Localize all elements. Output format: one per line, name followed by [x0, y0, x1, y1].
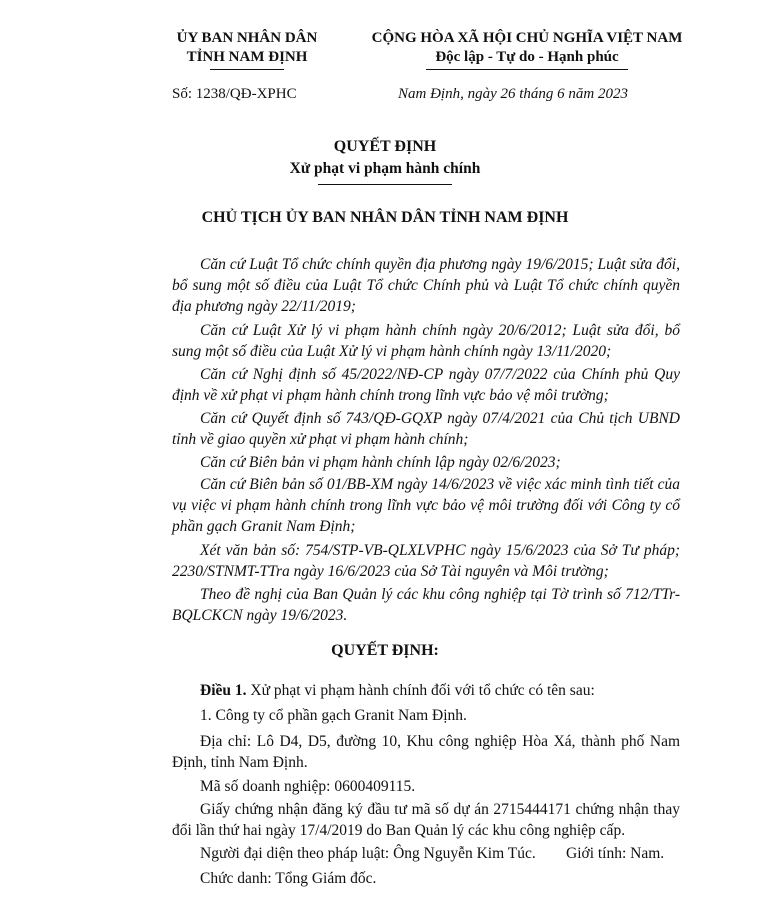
- article-1-text: Xử phạt vi phạm hành chính đối với tổ chức có tên sau:: [246, 682, 595, 699]
- preamble-law-admin-violation: Căn cứ Luật Xử lý vi phạm hành chính ngày 20/6/2012; Luật sửa đổi, bổ sung một số điều của Luật Xử lý vi phạm hành chính ngày 13/11/2020;: [172, 322, 680, 360]
- decision-heading: QUYẾT ĐỊNH:: [331, 642, 439, 659]
- nation-motto: Độc lập - Tự do - Hạnh phúc: [435, 49, 619, 65]
- motto-underline: [426, 69, 628, 70]
- preamble-verification-record: Căn cứ Biên bản số 01/BB-XM ngày 14/6/2023 về việc xác minh tình tiết của vụ việc vi phạm hành chính trong lĩnh vực bảo vệ môi trường đối với Công ty cổ phần gạch Granit Nam Định;: [172, 476, 680, 535]
- representative-gender: Giới tính: Nam.: [566, 845, 665, 862]
- doc-title: QUYẾT ĐỊNH: [333, 138, 437, 155]
- investment-certificate: Giấy chứng nhận đăng ký đầu tư mã số dự án 2715444171 chứng nhận thay đổi lần thứ hai ngày 17/4/2019 do Ban Quản lý các khu công nghiệp cấp.: [172, 801, 680, 839]
- place-date: Nam Định, ngày 26 tháng 6 năm 2023: [398, 86, 628, 102]
- preamble-law-local-gov: Căn cứ Luật Tổ chức chính quyền địa phương ngày 19/6/2015; Luật sửa đổi, bổ sung một số điều của Luật Tổ chức Chính phủ và Luật Tổ chức chính quyền địa phương ngày 22/11/2019;: [172, 256, 680, 315]
- preamble-decree: Căn cứ Nghị định số 45/2022/NĐ-CP ngày 07/7/2022 của Chính phủ Quy định về xử phạt vi phạm hành chính trong lĩnh vực bảo vệ môi trường;: [172, 366, 680, 404]
- article-1-intro: [172, 680, 680, 702]
- subtitle-underline: [318, 184, 452, 185]
- org-underline: [210, 69, 284, 70]
- representative-position: Chức danh: Tổng Giám đốc.: [200, 870, 377, 887]
- doc-subtitle: Xử phạt vi phạm hành chính: [289, 160, 481, 177]
- company-address: Địa chỉ: Lô D4, D5, đường 10, Khu công nghiệp Hòa Xá, thành phố Nam Định, tỉnh Nam Định.: [172, 733, 680, 771]
- preamble-consulted-documents: Xét văn bản số: 754/STP-VB-QLXLVPHC ngày 15/6/2023 của Sở Tư pháp; 2230/STNMT-TTra ngày 16/6/2023 của Sở Tài nguyên và Môi trường;: [172, 542, 680, 580]
- company-tax-code: Mã số doanh nghiệp: 0600409115.: [200, 778, 416, 795]
- preamble-violation-record: Căn cứ Biên bản vi phạm hành chính lập ngày 02/6/2023;: [200, 454, 561, 471]
- preamble-proposal: Theo đề nghị của Ban Quản lý các khu công nghiệp tại Tờ trình số 712/TTr- BQLCKCN ngày 19/6/2023.: [172, 586, 680, 624]
- legal-representative: Người đại diện theo pháp luật: Ông Nguyễn Kim Túc.: [200, 845, 536, 862]
- preamble-delegation-decision: Căn cứ Quyết định số 743/QĐ-GQXP ngày 07/4/2021 của Chủ tịch UBND tỉnh về giao quyền xử phạt vi phạm hành chính;: [172, 410, 680, 448]
- company-name: 1. Công ty cổ phần gạch Granit Nam Định.: [200, 707, 467, 724]
- issuing-authority: CHỦ TỊCH ỦY BAN NHÂN DÂN TỈNH NAM ĐỊNH: [201, 209, 569, 226]
- org-name-line1: ỦY BAN NHÂN DÂN: [176, 30, 318, 46]
- nation-name: CỘNG HÒA XÃ HỘI CHỦ NGHĨA VIỆT NAM: [371, 30, 683, 46]
- article-1-label: Điều 1.: [200, 682, 247, 699]
- org-name-line2: TỈNH NAM ĐỊNH: [186, 49, 308, 65]
- doc-number: Số: 1238/QĐ-XPHC: [172, 86, 297, 102]
